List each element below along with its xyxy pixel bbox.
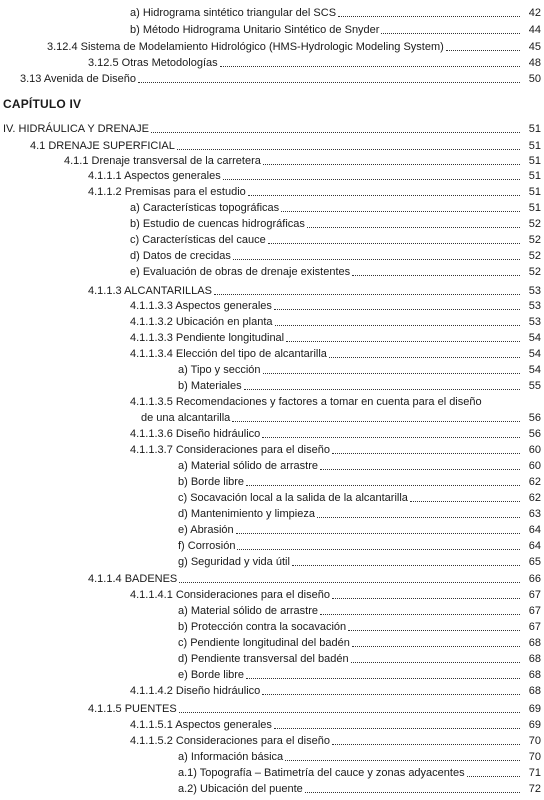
dot-leader [307, 227, 520, 228]
toc-entry-title: 3.13 Avenida de Diseño [20, 73, 136, 85]
toc-entry [178, 780, 541, 796]
toc-entry-page: 42 [528, 7, 541, 19]
toc-entry [178, 473, 541, 489]
toc-entry-title: 3.12.5 Otras Metodologías [88, 57, 218, 69]
dot-leader [281, 211, 520, 212]
toc-entry [130, 21, 541, 37]
toc-entry-page: 64 [528, 524, 541, 536]
toc-entry-title: b) Materiales [178, 380, 242, 392]
toc-entry-page: 51 [528, 140, 541, 152]
toc-entry-title: 4.1.1.4 BADENES [88, 573, 178, 585]
toc-entry-title: 4.1.1.3.4 Elección del tipo de alcantarilla [130, 348, 327, 360]
toc-entry [64, 152, 541, 168]
toc-entry [130, 297, 541, 313]
toc-entry-title: b) Estudio de cuencas hidrográficas [130, 218, 305, 230]
dot-leader [410, 501, 520, 502]
dot-leader [248, 195, 520, 196]
dot-leader [320, 469, 520, 470]
dot-leader [332, 453, 520, 454]
toc-entry-page: 51 [528, 186, 541, 198]
toc-entry-page: 52 [528, 266, 541, 278]
toc-entry [30, 137, 541, 153]
toc-entry-title: a) Características topográficas [130, 202, 280, 214]
toc-entry-title: a) Información básica [178, 751, 284, 763]
toc-entry-title: 4.1.1.3 ALCANTARILLAS [88, 285, 212, 297]
dot-leader [467, 776, 520, 777]
toc-entry-title: d) Pendiente transversal del badén [178, 653, 349, 665]
toc-entry [178, 748, 541, 764]
toc-entry-page: 52 [528, 218, 541, 230]
dot-leader [262, 437, 520, 438]
toc-entry-title: b) Protección contra la socavación [178, 621, 347, 633]
toc-entry-title: 4.1.1.3.3 Aspectos generales [130, 300, 272, 312]
toc-entry [130, 247, 541, 263]
dot-leader [177, 149, 520, 150]
toc-entry-page: 53 [528, 300, 541, 312]
dot-leader [286, 341, 520, 342]
toc-entry-page: 53 [528, 316, 541, 328]
toc-entry-page: 62 [528, 476, 541, 488]
toc-entry [178, 489, 541, 505]
toc-entry-page: 69 [528, 719, 541, 731]
dot-leader [246, 678, 520, 679]
toc-entry [178, 650, 541, 666]
toc-entry [178, 618, 541, 634]
toc-entry-title: b) Método Hidrograma Unitario Sintético de Snyder [130, 24, 380, 36]
toc-entry-page: 54 [528, 332, 541, 344]
toc-entry-title: a) Tipo y sección [178, 364, 261, 376]
toc-entry-page: 68 [528, 653, 541, 665]
toc-entry-title: c) Características del cauce [130, 234, 266, 246]
toc-entry-page: 60 [528, 444, 541, 456]
toc-entry-title: de una alcantarilla [141, 412, 231, 424]
toc-entry-title: d) Mantenimiento y limpieza [178, 508, 315, 520]
toc-entry-title: e) Evaluación de obras de drenaje existentes [130, 266, 351, 278]
toc-entry-page: 52 [528, 234, 541, 246]
toc-entry-page: 68 [528, 637, 541, 649]
toc-entry-title: d) Datos de crecidas [130, 250, 231, 262]
toc-entry-page: 68 [528, 669, 541, 681]
dot-leader [233, 259, 520, 260]
dot-leader [138, 82, 520, 83]
dot-leader [237, 549, 520, 550]
toc-entry-page: 51 [528, 155, 541, 167]
toc-entry-title: e) Borde libre [178, 669, 245, 681]
toc-entry-title: 4.1.1.3.3 Pendiente longitudinal [130, 332, 285, 344]
toc-entry-page: 48 [528, 57, 541, 69]
dot-leader [179, 712, 520, 713]
toc-entry-page: 44 [528, 24, 541, 36]
dot-leader [214, 294, 520, 295]
dot-leader [317, 517, 520, 518]
toc-entry [130, 329, 541, 345]
toc-entry-title: 4.1.1 Drenaje transversal de la carretera [64, 155, 261, 167]
dot-leader [236, 533, 520, 534]
toc-entry-page: 66 [528, 573, 541, 585]
toc-entry-title: a) Hidrograma sintético triangular del SCS [130, 7, 337, 19]
toc-entry [130, 345, 541, 361]
toc-entry [130, 215, 541, 231]
toc-entry-title: 4.1.1.5.2 Consideraciones para el diseño [130, 735, 330, 747]
toc-entry [130, 4, 541, 20]
toc-entry-page: 69 [528, 703, 541, 715]
toc-entry-page: 56 [528, 412, 541, 424]
toc-entry [3, 120, 541, 136]
toc-entry-page: 62 [528, 492, 541, 504]
toc-entry [88, 54, 541, 70]
toc-entry-title: 4.1.1.3.7 Consideraciones para el diseño [130, 444, 330, 456]
dot-leader [332, 744, 520, 745]
dot-leader [268, 243, 520, 244]
toc-entry-title: 4.1.1.3.6 Diseño hidráulico [130, 428, 261, 440]
toc-entry-page: 70 [528, 735, 541, 747]
toc-entry-title: 4.1 DRENAJE SUPERFICIAL [30, 140, 175, 152]
toc-entry-title: a) Material sólido de arrastre [178, 460, 319, 472]
toc-entry-title: a.1) Topografía – Batimetría del cauce y zonas adyacentes [178, 767, 465, 779]
toc-entry-page: 60 [528, 460, 541, 472]
toc-entry-title: b) Borde libre [178, 476, 245, 488]
toc-entry-page: 70 [528, 751, 541, 763]
toc-entry-title: 4.1.1.3.2 Ubicación en planta [130, 316, 273, 328]
toc-entry-title: c) Pendiente longitudinal del badén [178, 637, 350, 649]
toc-entry-page: 45 [528, 41, 541, 53]
toc-entry [130, 393, 541, 409]
toc-entry-page: 55 [528, 380, 541, 392]
toc-entry [178, 666, 541, 682]
toc-entry-title: 4.1.1.3.5 Recomendaciones y factores a tomar en cuenta para el diseño [130, 396, 482, 408]
toc-entry [178, 602, 541, 618]
toc-entry-title: 4.1.1.5 PUENTES [88, 703, 177, 715]
dot-leader [220, 66, 520, 67]
dot-leader [338, 16, 520, 17]
toc-entry [47, 38, 541, 54]
toc-entry-page: 53 [528, 285, 541, 297]
dot-leader [352, 275, 520, 276]
dot-leader [179, 582, 520, 583]
toc-entry [88, 167, 541, 183]
dot-leader [223, 179, 520, 180]
toc-entry-title: e) Abrasión [178, 524, 234, 536]
toc-entry [130, 313, 541, 329]
dot-leader [263, 164, 520, 165]
toc-entry [178, 537, 541, 553]
toc-entry [130, 231, 541, 247]
toc-entry-title: 4.1.1.5.1 Aspectos generales [130, 719, 272, 731]
dot-leader [244, 389, 520, 390]
toc-entry-page: 51 [528, 170, 541, 182]
toc-entry [130, 199, 541, 215]
dot-leader [329, 357, 520, 358]
toc-entry-title: a) Material sólido de arrastre [178, 605, 319, 617]
toc-entry [88, 570, 541, 586]
dot-leader [292, 565, 520, 566]
toc-entry [178, 634, 541, 650]
dot-leader [274, 309, 520, 310]
toc-entry [178, 377, 541, 393]
toc-entry-page: 65 [528, 556, 541, 568]
toc-entry-title: 3.12.4 Sistema de Modelamiento Hidrológico (HMS-Hydrologic Modeling System) [47, 41, 444, 53]
dot-leader [332, 598, 520, 599]
toc-entry [20, 70, 541, 86]
toc-entry [178, 553, 541, 569]
toc-entry [130, 682, 541, 698]
toc-entry [141, 409, 541, 425]
dot-leader [381, 33, 520, 34]
toc-entry-page: 67 [528, 621, 541, 633]
dot-leader [246, 485, 520, 486]
dot-leader [274, 728, 520, 729]
dot-leader [351, 662, 520, 663]
toc-entry-page: 68 [528, 685, 541, 697]
toc-entry [178, 457, 541, 473]
toc-entry [88, 282, 541, 298]
toc-entry [178, 521, 541, 537]
toc-entry-page: 50 [528, 73, 541, 85]
toc-entry-title: c) Socavación local a la salida de la alcantarilla [178, 492, 408, 504]
toc-entry-page: 63 [528, 508, 541, 520]
toc-entry-title: g) Seguridad y vida útil [178, 556, 290, 568]
toc-entry-page: 52 [528, 250, 541, 262]
toc-entry-page: 56 [528, 428, 541, 440]
dot-leader [348, 630, 520, 631]
toc-entry-page: 51 [528, 123, 541, 135]
toc-entry [130, 425, 541, 441]
dot-leader [232, 421, 520, 422]
toc-entry-title: f) Corrosión [178, 540, 236, 552]
toc-entry [130, 586, 541, 602]
toc-entry [178, 361, 541, 377]
dot-leader [263, 373, 520, 374]
dot-leader [275, 325, 521, 326]
toc-entry-page: 51 [528, 202, 541, 214]
toc-entry-page: 54 [528, 364, 541, 376]
dot-leader [352, 646, 520, 647]
toc-entry [178, 505, 541, 521]
toc-entry [88, 183, 541, 199]
toc-entry [130, 441, 541, 457]
dot-leader [285, 760, 520, 761]
toc-entry [178, 764, 541, 780]
toc-entry-page: 54 [528, 348, 541, 360]
toc-entry [130, 732, 541, 748]
toc-entry-page: 72 [528, 783, 541, 795]
toc-entry [130, 263, 541, 279]
dot-leader [305, 792, 520, 793]
toc-entry [88, 700, 541, 716]
toc-entry-title: 4.1.1.2 Premisas para el estudio [88, 186, 246, 198]
dot-leader [262, 694, 520, 695]
toc-entry-title: 4.1.1.4.1 Consideraciones para el diseño [130, 589, 330, 601]
toc-entry [130, 716, 541, 732]
toc-entry-page: 67 [528, 605, 541, 617]
toc-entry-title: 4.1.1.4.2 Diseño hidráulico [130, 685, 261, 697]
toc-entry-page: 71 [528, 767, 541, 779]
toc-entry-title: a.2) Ubicación del puente [178, 783, 303, 795]
chapter-heading: CAPÍTULO IV [3, 97, 82, 111]
dot-leader [320, 614, 520, 615]
toc-entry-title: 4.1.1.1 Aspectos generales [88, 170, 221, 182]
dot-leader [151, 132, 520, 133]
toc-entry-page: 64 [528, 540, 541, 552]
toc-entry-title: IV. HIDRÁULICA Y DRENAJE [3, 123, 149, 135]
toc-entry-page: 67 [528, 589, 541, 601]
dot-leader [446, 50, 520, 51]
